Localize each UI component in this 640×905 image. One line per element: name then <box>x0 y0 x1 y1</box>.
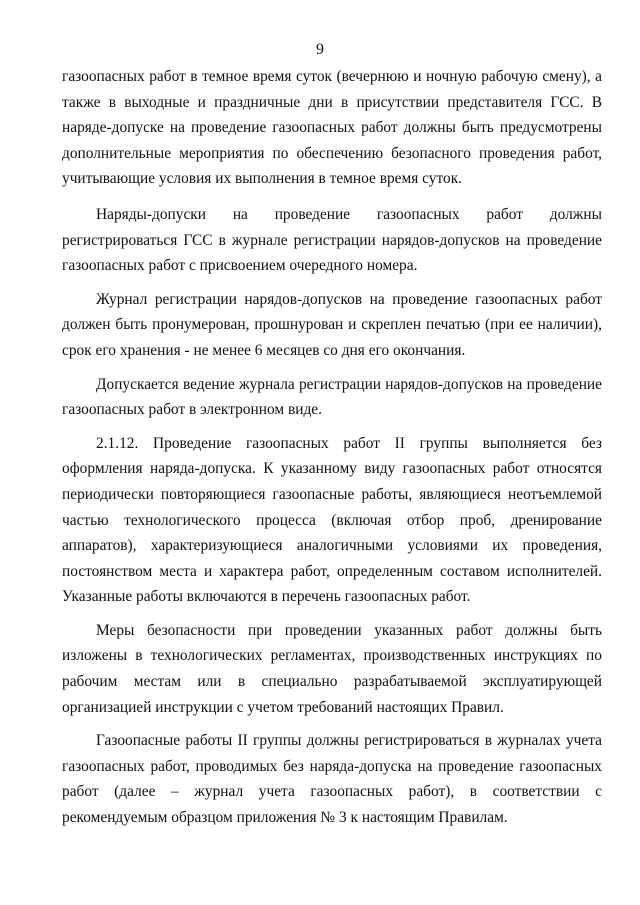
document-body <box>62 64 602 839</box>
paragraph-section-2-1-12: 2.1.12. Проведение газоопасных работ II группы выполняется без оформления наряда-допуска. К указанному виду газоопасных работ относятся периодически повторяющиеся газоопасные работы, являющиеся неотъемлемой частью технологического процесса (включая отбор проб, дренирование аппаратов), характеризующиеся аналогичными условиями их проведения, постоянством места и характера работ, определенным составом исполнителей. Указанные работы включаются в перечень газоопасных работ. <box>62 434 602 606</box>
paragraph-registration: Наряды-допуски на проведение газоопасных работ должны регистрироваться ГСС в журнале регистрации нарядов-допусков на проведение газоопасных работ с присвоением очередного номера. <box>62 205 602 275</box>
paragraph-safety-measures: Меры безопасности при проведении указанных работ должны быть изложены в технологических регламентах, производственных инструкциях по рабочим местам или в специально разрабатываемой эксплуатирующей организацией инструкции с учетом требований настоящих Правил. <box>62 621 602 716</box>
paragraph-group-ii-registration: Газоопасные работы II группы должны регистрироваться в журналах учета газоопасных работ, проводимых без наряда-допуска на проведение газоопасных работ (далее – журнал учета газоопасных работ), в соответствии с рекомендуемым образцом приложения № 3 к настоящим Правилам. <box>62 732 602 827</box>
page-number: 9 <box>316 41 324 58</box>
paragraph-continuation: газоопасных работ в темное время суток (вечернюю и ночную рабочую смену), а также в выходные и праздничные дни в присутствии представителя ГСС. В наряде-допуске на проведение газоопасных работ должны быть предусмотрены дополнительные мероприятия по обеспечению безопасного проведения работ, учитывающие условия их выполнения в темное время суток. <box>62 68 602 188</box>
paragraph-journal: Журнал регистрации нарядов-допусков на проведение газоопасных работ должен быть пронумерован, прошнурован и скреплен печатью (при ее наличии), срок его хранения - не менее 6 месяцев со дня его окончания. <box>62 290 602 359</box>
paragraph-electronic-journal: Допускается ведение журнала регистрации нарядов-допусков на проведение газоопасных работ в электронном виде. <box>62 375 602 419</box>
